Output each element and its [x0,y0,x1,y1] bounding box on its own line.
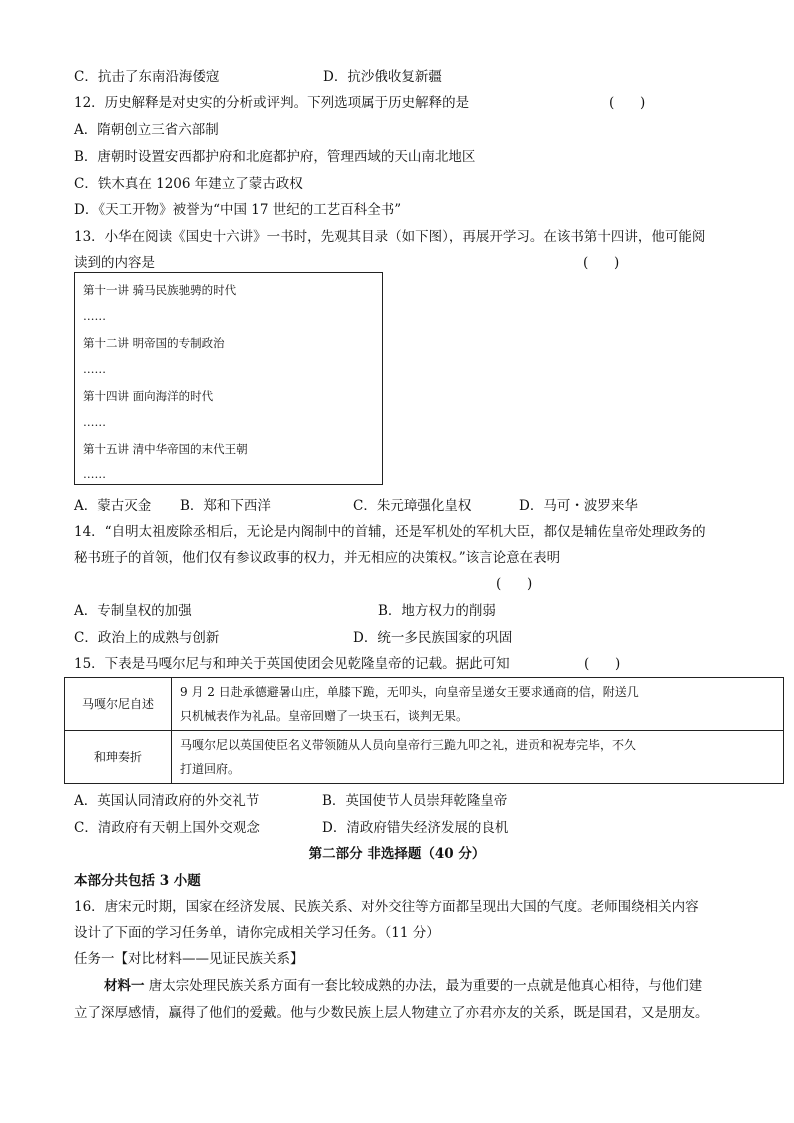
q13-option-a: A．蒙古灭金 [74,498,152,514]
q16-stem-line1: 16．唐宋元时期，国家在经济发展、民族关系、对外交往等方面都呈现出大国的气度。老师围绕相关内容 [74,899,699,915]
q13-option-c: C．朱元璋强化皇权 [353,498,472,514]
q16-task1-heading: 任务一【对比材料——见证民族关系】 [74,951,304,967]
toc-entry: 第十二讲 明帝国的专制政治 [83,336,225,350]
q12-stem: 12．历史解释是对史实的分析或评判。下列选项属于历史解释的是 [74,95,470,111]
q15-answer-paren: ( ) [584,656,621,672]
q13-stem-line2: 读到的内容是 [74,255,155,271]
part2-note: 本部分共包括 3 小题 [74,873,201,889]
toc-ellipsis: …… [83,415,106,429]
row-text [172,731,784,784]
q15-records-table [64,677,784,784]
q13-answer-paren: ( ) [583,255,620,271]
toc-entry: 第十五讲 清中华帝国的末代王朝 [83,442,248,456]
q13-table-of-contents [74,272,383,485]
q12-answer-paren: ( ) [609,95,646,111]
q12-option-a: A．隋朝创立三省六部制 [74,122,219,138]
q13-stem-line1: 13．小华在阅读《国史十六讲》一书时，先观其目录（如下图），再展开学习。在该书第十四讲，他可能阅 [74,229,706,245]
row-text-line: 只机械表作为礼品。皇帝回赠了一块玉石，谈判无果。 [180,709,469,723]
q14-stem-line2: 秘书班子的首领，他们仅有参议政事的权力，并无相应的决策权。”该言论意在表明 [74,550,561,566]
row-header: 和珅奏折 [65,731,172,784]
row-text [172,678,784,731]
q14-option-c: C．政治上的成熟与创新 [74,630,220,646]
row-header: 马嘎尔尼自述 [65,678,172,731]
toc-ellipsis: …… [83,362,106,376]
q11-option-d: D．抗沙俄收复新疆 [323,69,442,85]
material-text: 唐太宗处理民族关系方面有一套比较成熟的办法，最为重要的一点就是他真心相待，与他们建 [144,978,703,994]
part2-title: 第二部分 非选择题（40 分） [308,846,486,862]
table-row [65,731,784,784]
q15-stem: 15．下表是马嘎尔尼与和珅关于英国使团会见乾隆皇帝的记载。据此可知 [74,656,510,672]
toc-entry: 第十一讲 骑马民族驰骋的时代 [83,283,237,297]
q15-option-d: D．清政府错失经济发展的良机 [322,820,509,836]
q14-option-a: A．专制皇权的加强 [74,603,192,619]
toc-ellipsis: …… [83,309,106,323]
q12-option-d: D．《天工开物》被誉为“中国 17 世纪的工艺百科全书” [74,202,402,218]
q12-option-c: C．铁木真在 1206 年建立了蒙古政权 [74,176,303,192]
row-text-line: 打道回府。 [180,762,241,776]
q11-option-c: C．抗击了东南沿海倭寇 [74,69,220,85]
q14-answer-paren: ( ) [496,576,533,592]
toc-ellipsis: …… [83,467,106,481]
q16-stem-line2: 设计了下面的学习任务单，请你完成相关学习任务。（11 分） [74,925,440,941]
q14-option-b: B．地方权力的削弱 [378,603,496,619]
toc-entry: 第十四讲 面向海洋的时代 [83,389,214,403]
material-label: 材料一 [104,978,145,994]
q12-option-b: B．唐朝时设置安西都护府和北庭都护府，管理西域的天山南北地区 [74,149,476,165]
q13-option-b: B．郑和下西洋 [180,498,271,514]
q16-material1-line1 [104,977,702,995]
row-text-line: 9 月 2 日赴承德避暑山庄，单膝下跪，无叩头，向皇帝呈递女王要求通商的信，附送几 [180,685,639,699]
row-text-line: 马嘎尔尼以英国使臣名义带领随从人员向皇帝行三跪九叩之礼，进贡和祝寿完毕，不久 [180,738,637,752]
q16-material1-line2: 立了深厚感情，赢得了他们的爱戴。他与少数民族上层人物建立了亦君亦友的关系，既是国君，又是朋友。 [74,1005,709,1021]
q15-option-c: C．清政府有天朝上国外交观念 [74,820,260,836]
q15-option-b: B．英国使节人员崇拜乾隆皇帝 [322,793,508,809]
q14-option-d: D．统一多民族国家的巩固 [353,630,513,646]
q15-option-a: A．英国认同清政府的外交礼节 [74,793,260,809]
q14-stem-line1: 14．“自明太祖废除丞相后，无论是内阁制中的首辅，还是军机处的军机大臣，都仅是辅佐皇帝处理政务的 [74,524,706,540]
q13-option-d: D．马可・波罗来华 [519,498,638,514]
table-row [65,678,784,731]
